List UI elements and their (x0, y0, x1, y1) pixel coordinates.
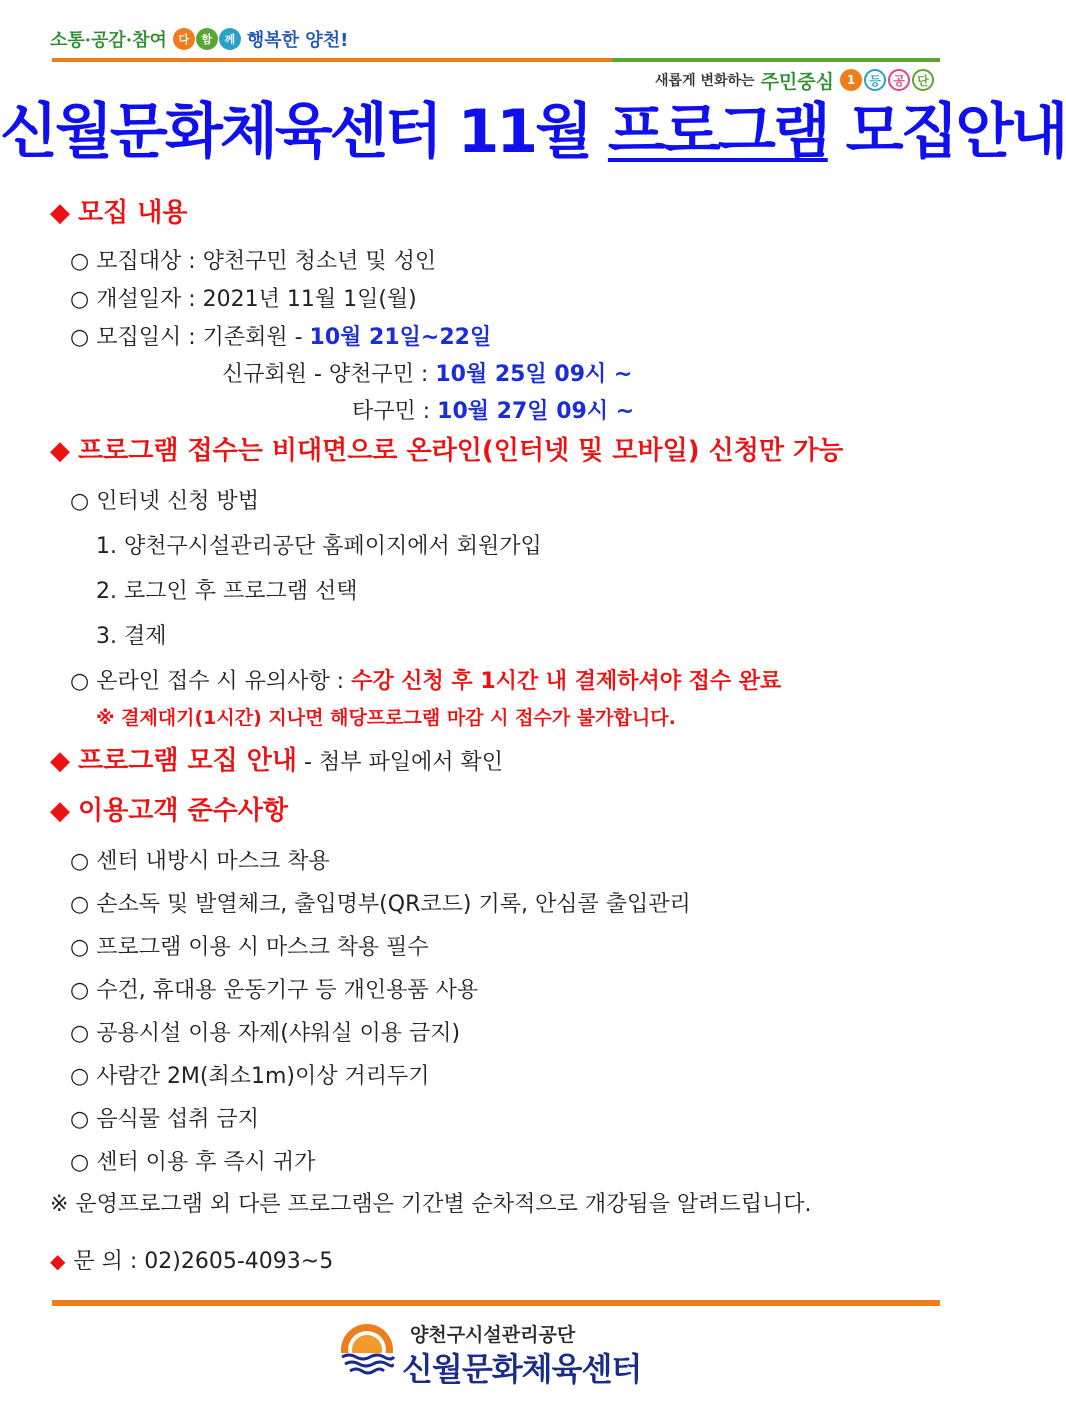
notice-text: ※ 운영프로그램 외 다른 프로그램은 기간별 순차적으로 개강됨을 알려드립니다. (50, 1192, 812, 1217)
top-divider-green (612, 58, 940, 62)
section-heading-rules: ◆ 이용고객 준수사항 (50, 796, 288, 826)
title-part1: 신월문화체육센터 11월 (0, 97, 608, 167)
recruit-other-residents: 타구민 : 10월 27일 09시 ~ (352, 399, 635, 424)
recruit-target: ○ 모집대상 : 양천구민 청소년 및 성인 (70, 249, 437, 274)
recruit-new-date: 10월 25일 09시 ~ (435, 362, 633, 387)
slogan-happy: 행복한 양천! (246, 30, 349, 51)
diamond-icon: ◆ (50, 1249, 66, 1273)
brand-badge-number: 1 (840, 69, 862, 91)
rule-item: ○ 수건, 휴대용 운동기구 등 개인용품 사용 (70, 978, 479, 1003)
rule-item: ○ 센터 내방시 마스크 착용 (70, 849, 330, 874)
contact-text: 문 의 : 02)2605-4093~5 (73, 1249, 334, 1274)
slogan-badge-char: 께 (219, 28, 241, 50)
diamond-icon: ◆ (50, 746, 70, 776)
brand-badge-char: 등 (864, 69, 886, 91)
recruit-period: ○ 모집일시 : 기존회원 - 10월 21일~22일 (70, 325, 492, 350)
slogan-badge-char: 다 (173, 28, 195, 50)
title-part2: 프로그램 (607, 97, 828, 167)
rule-item: ○ 사람간 2M(최소1m)이상 거리두기 (70, 1064, 430, 1089)
top-divider-orange (52, 58, 612, 62)
online-step-1: 1. 양천구시설관리공단 홈페이지에서 회원가입 (96, 534, 542, 559)
online-caution: ○ 온라인 접수 시 유의사항 : 수강 신청 후 1시간 내 결제하셔야 접수 완료 (70, 669, 782, 694)
title-part3: 모집안내 (827, 97, 1066, 167)
diamond-icon: ◆ (50, 796, 70, 826)
diamond-icon: ◆ (50, 198, 70, 228)
brand-badges (840, 69, 934, 91)
recruit-other-date: 10월 27일 09시 ~ (437, 399, 635, 424)
sun-wave-logo-icon (338, 1323, 396, 1377)
rule-item: ○ 음식물 섭취 금지 (70, 1107, 259, 1132)
brand-badge-char: 단 (912, 69, 934, 91)
online-caution-note: ※ 결제대기(1시간) 지나면 해당프로그램 마감 시 접수가 불가합니다. (96, 707, 676, 729)
online-caution-value: 수강 신청 후 1시간 내 결제하셔야 접수 완료 (351, 669, 782, 694)
rule-item: ○ 센터 이용 후 즉시 귀가 (70, 1150, 316, 1175)
section-heading-online: ◆ 프로그램 접수는 비대면으로 온라인(인터넷 및 모바일) 신청만 가능 (50, 436, 844, 466)
rule-item: ○ 공용시설 이용 자제(샤워실 이용 금지) (70, 1021, 461, 1046)
program-info-suffix: - 첨부 파일에서 확인 (297, 750, 503, 775)
brand-sub: 새롭게 변화하는 (655, 73, 755, 89)
bottom-divider (52, 1300, 940, 1306)
online-step-3: 3. 결제 (96, 624, 167, 649)
footer (0, 1320, 992, 1388)
rule-item: ○ 손소독 및 발열체크, 출입명부(QR코드) 기록, 안심콜 출입관리 (70, 892, 691, 917)
slogan-text: 소통·공감·참여 (50, 30, 167, 51)
online-step-2: 2. 로그인 후 프로그램 선택 (96, 579, 358, 604)
brand-main: 주민중심 (760, 70, 834, 93)
brand-badge-char: 공 (888, 69, 910, 91)
recruit-open-date: ○ 개설일자 : 2021년 11월 1일(월) (70, 287, 417, 312)
recruit-period-existing: 10월 21일~22일 (309, 325, 492, 350)
header-slogan (50, 24, 348, 54)
section-heading-program-info: ◆ 프로그램 모집 안내 - 첨부 파일에서 확인 (50, 746, 503, 776)
footer-org-name: 양천구시설관리공단 (410, 1324, 576, 1346)
recruit-new-members: 신규회원 - 양천구민 : 10월 25일 09시 ~ (222, 362, 633, 387)
online-method-title: ○ 인터넷 신청 방법 (70, 489, 259, 514)
slogan-badge (173, 28, 241, 50)
footer-center-name: 신월문화체육센터 (402, 1350, 642, 1388)
top-divider (52, 58, 940, 62)
rule-item: ○ 프로그램 이용 시 마스크 착용 필수 (70, 935, 429, 960)
diamond-icon: ◆ (50, 436, 70, 466)
slogan-badge-char: 함 (196, 28, 218, 50)
contact-line (50, 1247, 333, 1276)
page-title (0, 92, 1066, 172)
section-heading-recruit: ◆ 모집 내용 (50, 198, 188, 228)
brand-slogan (655, 66, 934, 94)
